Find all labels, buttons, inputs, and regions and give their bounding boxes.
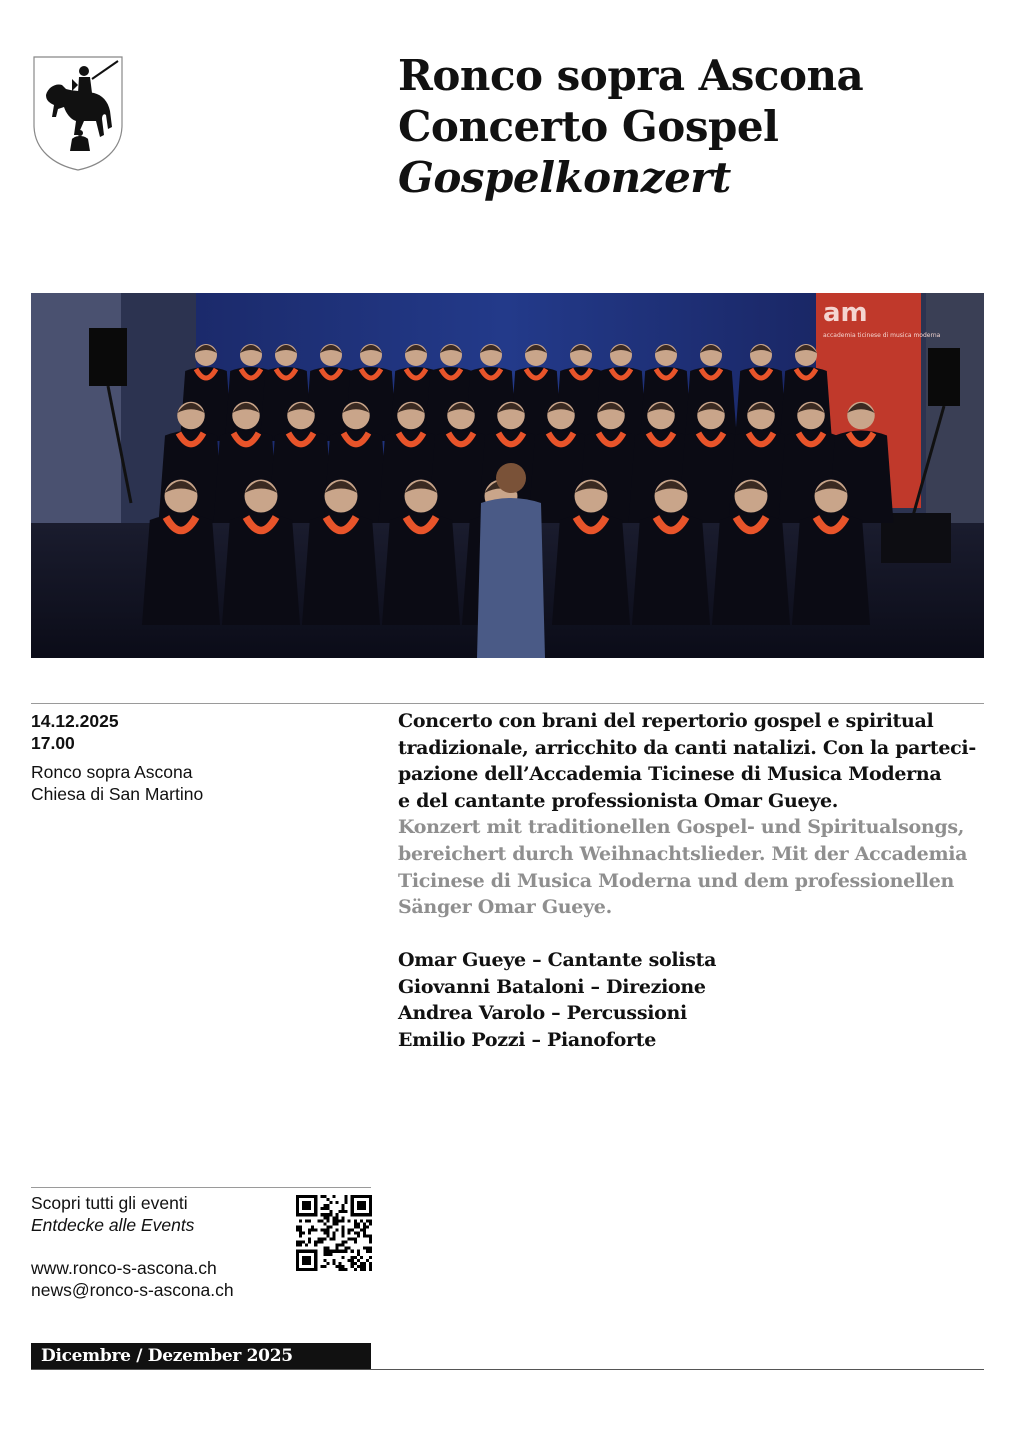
coat-of-arms-icon [32, 55, 124, 172]
description-italian [398, 708, 984, 814]
discover-events-italian: Scopri tutti gli eventi [31, 1193, 188, 1213]
discover-events-german: Entdecke alle Events [31, 1215, 195, 1235]
municipal-coat-of-arms [32, 55, 124, 172]
description-german-line: Sänger Omar Gueye. [398, 896, 612, 919]
website-link[interactable]: www.ronco-s-ascona.ch [31, 1258, 217, 1278]
description-italian-line: tradizionale, arricchito da canti natalizi. Con la parteci- [398, 736, 976, 759]
title-event-german: Gospelkonzert [398, 153, 731, 202]
credit-soloist: Omar Gueye – Cantante solista [398, 949, 717, 971]
banner-logo: am [823, 298, 868, 328]
qr-code-icon [296, 1195, 372, 1271]
event-time: 17.00 [31, 733, 75, 753]
event-description [398, 708, 984, 921]
footer-divider [31, 1187, 371, 1188]
choir-photo [31, 293, 984, 658]
title-place: Ronco sopra Ascona [398, 51, 864, 100]
title-event-italian: Concerto Gospel [398, 102, 779, 151]
description-italian-line: Concerto con brani del repertorio gospel e spiritual [398, 710, 934, 732]
qr-code[interactable] [296, 1195, 372, 1271]
description-german [398, 814, 984, 920]
description-german-line: Konzert mit traditionellen Gospel- und Spiritualsongs, [398, 816, 965, 839]
email-link[interactable]: news@ronco-s-ascona.ch [31, 1280, 234, 1300]
month-label: Dicembre / Dezember 2025 [31, 1343, 371, 1370]
banner-text: accademia ticinese di musica moderna [823, 332, 941, 339]
credit-piano: Emilio Pozzi – Pianoforte [398, 1028, 657, 1051]
event-town: Ronco sopra Ascona [31, 762, 193, 782]
description-italian-line: pazione dell’Accademia Ticinese di Musica Moderna [398, 763, 942, 786]
choir-photo-illustration [31, 293, 984, 658]
credit-percussion: Andrea Varolo – Percussioni [398, 1002, 687, 1025]
event-info [31, 710, 361, 805]
footer-contact [31, 1192, 291, 1301]
performer-credits [398, 947, 984, 1053]
description-german-line: Ticinese di Musica Moderna und dem professionellen [398, 869, 955, 892]
description-italian-line: e del cantante professionista Omar Gueye. [398, 789, 839, 812]
credit-director: Giovanni Bataloni – Direzione [398, 975, 706, 998]
title-block [398, 50, 998, 203]
section-divider [31, 703, 984, 704]
event-date: 14.12.2025 [31, 711, 119, 731]
bottom-rule [31, 1369, 984, 1370]
event-venue: Chiesa di San Martino [31, 784, 204, 804]
description-german-line: bereichert durch Weihnachtslieder. Mit der Accademia [398, 842, 968, 865]
